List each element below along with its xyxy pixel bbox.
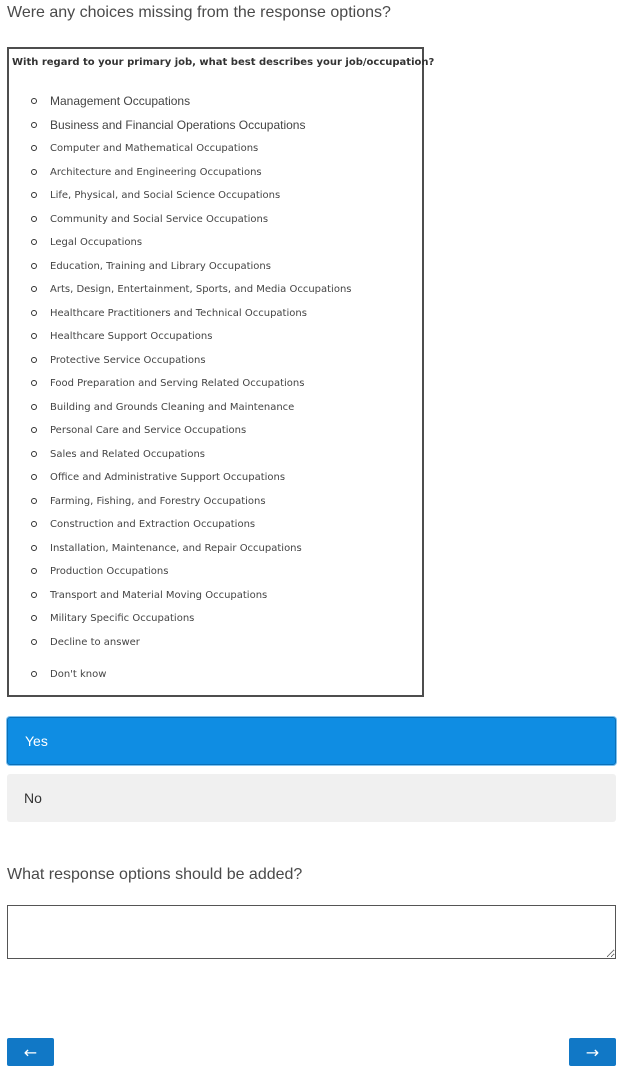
radio-circle-icon — [31, 263, 37, 269]
radio-circle-icon — [31, 498, 37, 504]
preview-option: Production Occupations — [31, 563, 168, 579]
radio-circle-icon — [31, 615, 37, 621]
preview-option: Legal Occupations — [31, 234, 142, 250]
next-button[interactable] — [569, 1038, 616, 1066]
radio-circle-icon — [31, 122, 37, 128]
followup-question-title: What response options should be added? — [7, 866, 303, 883]
preview-option: Transport and Material Moving Occupations — [31, 587, 267, 603]
preview-option: Office and Administrative Support Occupations — [31, 469, 285, 485]
radio-circle-icon — [31, 169, 37, 175]
preview-option: Building and Grounds Cleaning and Maintenance — [31, 399, 294, 415]
preview-option: Sales and Related Occupations — [31, 446, 205, 462]
radio-circle-icon — [31, 592, 37, 598]
radio-circle-icon — [31, 639, 37, 645]
radio-circle-icon — [31, 671, 37, 677]
preview-option: Construction and Extraction Occupations — [31, 516, 255, 532]
radio-circle-icon — [31, 216, 37, 222]
preview-option: Computer and Mathematical Occupations — [31, 140, 258, 156]
question-title: Were any choices missing from the response options? — [7, 4, 391, 21]
radio-circle-icon — [31, 192, 37, 198]
radio-circle-icon — [31, 380, 37, 386]
question-preview-image — [7, 47, 435, 697]
radio-circle-icon — [31, 239, 37, 245]
preview-option: Education, Training and Library Occupations — [31, 258, 271, 274]
preview-option: Personal Care and Service Occupations — [31, 422, 246, 438]
preview-option: Architecture and Engineering Occupations — [31, 164, 262, 180]
preview-option: Decline to answer — [31, 634, 140, 650]
preview-option: Farming, Fishing, and Forestry Occupations — [31, 493, 266, 509]
radio-circle-icon — [31, 286, 37, 292]
radio-circle-icon — [31, 310, 37, 316]
preview-option: Protective Service Occupations — [31, 352, 206, 368]
radio-circle-icon — [31, 145, 37, 151]
preview-option: Life, Physical, and Social Science Occupations — [31, 187, 280, 203]
preview-option: Arts, Design, Entertainment, Sports, and Media Occupations — [31, 281, 352, 297]
preview-option: Don't know — [31, 666, 106, 682]
preview-option: Food Preparation and Serving Related Occupations — [31, 375, 304, 391]
preview-option: Healthcare Support Occupations — [31, 328, 212, 344]
arrow-left-icon: ← — [23, 1042, 38, 1062]
radio-circle-icon — [31, 98, 37, 104]
preview-option: Community and Social Service Occupations — [31, 211, 268, 227]
radio-circle-icon — [31, 568, 37, 574]
choice-no-label: No — [24, 790, 42, 806]
back-button[interactable] — [7, 1038, 54, 1066]
radio-circle-icon — [31, 357, 37, 363]
preview-option: Installation, Maintenance, and Repair Occupations — [31, 540, 302, 556]
choice-no-button[interactable] — [7, 774, 616, 822]
choice-yes-label: Yes — [25, 733, 48, 749]
radio-circle-icon — [31, 474, 37, 480]
radio-circle-icon — [31, 427, 37, 433]
arrow-right-icon: → — [585, 1042, 600, 1062]
preview-question-text: With regard to your primary job, what best describes your job/occupation? — [12, 57, 435, 68]
radio-circle-icon — [31, 521, 37, 527]
response-options-textarea[interactable] — [7, 905, 616, 959]
preview-option: Business and Financial Operations Occupations — [31, 117, 305, 133]
radio-circle-icon — [31, 333, 37, 339]
radio-circle-icon — [31, 545, 37, 551]
preview-option: Military Specific Occupations — [31, 610, 194, 626]
preview-option: Management Occupations — [31, 93, 190, 109]
radio-circle-icon — [31, 451, 37, 457]
preview-option: Healthcare Practitioners and Technical Occupations — [31, 305, 307, 321]
choice-yes-button[interactable] — [7, 717, 616, 765]
radio-circle-icon — [31, 404, 37, 410]
